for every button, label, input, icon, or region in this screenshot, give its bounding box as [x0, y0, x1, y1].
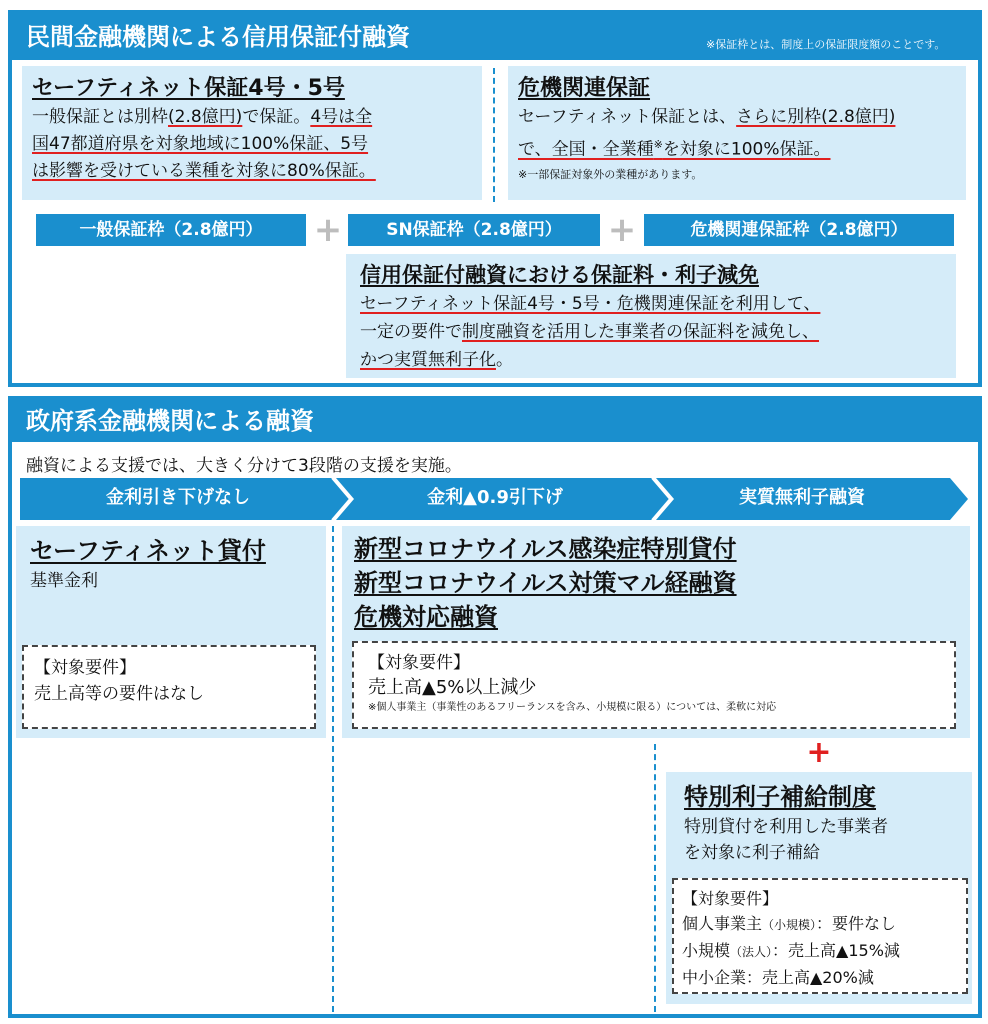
- sn-guarantee-pill: SN保証枠（2.8億円）: [348, 214, 600, 246]
- crisis-l2b: を対象に100%保証。: [662, 139, 831, 160]
- corona-loan-title-1: 新型コロナウイルス感染症特別貸付: [354, 535, 737, 563]
- sn-line-2: 国47都道府県を対象地域に100%保証、5号: [32, 134, 369, 154]
- general-guarantee-pill: 一般保証枠（2.8億円）: [36, 214, 306, 246]
- sn-line-1: [32, 104, 472, 131]
- subsidy-r1c: ：要件なし: [816, 914, 897, 933]
- corona-loan-title-2: 新型コロナウイルス対策マル経融資: [354, 569, 737, 597]
- sn-guarantee-box: [22, 66, 482, 200]
- private-finance-title: 民間金融機関による信用保証付融資: [26, 23, 410, 51]
- crisis-l1b: さらに別枠(2.8億円): [736, 107, 896, 127]
- subsidy-r2a: 小規模: [682, 941, 731, 960]
- red-plus-icon: +: [806, 735, 832, 770]
- stage-no-reduction: 金利引き下げなし: [106, 487, 250, 508]
- sn-l1d: 4号は全: [310, 107, 373, 127]
- crisis-guarantee-text: [518, 104, 956, 164]
- safety-net-loan-sub: 基準金利: [30, 571, 98, 591]
- interest-subsidy-line-2: を対象に利子補給: [684, 843, 820, 863]
- subsidy-r1a: 個人事業主: [682, 914, 763, 933]
- safety-net-requirements: [22, 645, 316, 729]
- crisis-guarantee-pill: 危機関連保証枠（2.8億円）: [644, 214, 954, 246]
- stage-interest-free: 実質無利子融資: [739, 487, 865, 508]
- fee-l2b: 制度融資を活用した事業者の保証料を減免し、: [462, 322, 819, 342]
- safety-net-loan-title: セーフティネット貸付: [30, 537, 266, 565]
- government-finance-title: 政府系金融機関による融資: [26, 407, 314, 435]
- support-intro: 融資による支援では、大きく分けて3段階の支援を実施。: [26, 456, 462, 476]
- sn-l1c: で保証。: [242, 107, 311, 127]
- safety-net-req-label: 【対象要件】: [34, 658, 136, 678]
- crisis-l2sup: ※: [653, 138, 663, 151]
- subsidy-req-label: 【対象要件】: [682, 889, 779, 908]
- government-finance-header: [12, 400, 978, 442]
- crisis-line-2: [518, 131, 956, 164]
- crisis-guarantee-box: [508, 66, 966, 200]
- fee-reduction-box: [346, 254, 956, 378]
- corona-req-text: 売上高▲5%以上減少: [368, 677, 537, 698]
- sn-l1b: (2.8億円): [168, 107, 243, 127]
- plus-icon-2: +: [607, 210, 637, 250]
- crisis-l2a: で、全国・全業種: [518, 139, 654, 160]
- sn-guarantee-title: セーフティネット保証4号・5号: [32, 76, 345, 101]
- subsidy-r1b: （小規模）: [762, 918, 817, 932]
- safety-net-req-text: 売上高等の要件はなし: [34, 684, 204, 704]
- fee-line-3: [360, 346, 942, 374]
- interest-subsidy-title: 特別利子補給制度: [684, 783, 876, 811]
- fee-l3b: 。: [496, 350, 513, 370]
- corona-requirements: [352, 641, 956, 729]
- top-divider: [493, 68, 495, 202]
- sn-l1a: 一般保証とは別枠: [32, 107, 168, 127]
- interest-subsidy-requirements: [672, 878, 968, 994]
- stage-rate-reduction: 金利▲0.9引下げ: [427, 487, 563, 508]
- crisis-response-loan-title: 危機対応融資: [354, 603, 498, 631]
- crisis-note: ※一部保証対象外の業種があります。: [518, 167, 703, 181]
- subsidy-req-row-1: [682, 911, 958, 938]
- subsidy-req-row-3: 中小企業：売上高▲20%減: [682, 968, 874, 987]
- corona-req-note: ※個人事業主（事業性のあるフリーランスを含み、小規模に限る）については、柔軟に対応: [368, 702, 777, 713]
- guarantee-limit-note: ※保証枠とは、制度上の保証限度額のことです。: [706, 38, 946, 51]
- crisis-guarantee-title: 危機関連保証: [518, 76, 651, 101]
- stage-divider-1: [332, 526, 334, 1012]
- subsidy-req-row-2: [682, 938, 958, 965]
- fee-reduction-title: 信用保証付融資における保証料・利子減免: [360, 263, 759, 287]
- subsidy-r2c: ：売上高▲15%減: [772, 941, 900, 960]
- stage-divider-2: [654, 744, 656, 1012]
- interest-subsidy-line-1: 特別貸付を利用した事業者: [684, 817, 888, 837]
- plus-icon-1: +: [313, 210, 343, 250]
- crisis-line-1: [518, 104, 956, 131]
- sn-guarantee-text: [32, 104, 472, 185]
- subsidy-r2b: （法人）: [730, 945, 773, 959]
- fee-line-1: セーフティネット保証4号・5号・危機関連保証を利用して、: [360, 294, 821, 314]
- crisis-l1a: セーフティネット保証とは、: [518, 107, 737, 127]
- fee-line-2: [360, 318, 942, 346]
- sn-line-3: は影響を受けている業種を対象に80%保証。: [32, 161, 376, 181]
- fee-reduction-text: [360, 290, 942, 374]
- fee-l2a: 一定の要件で: [360, 322, 462, 342]
- corona-req-label: 【対象要件】: [368, 653, 470, 673]
- fee-l3a: かつ実質無利子化: [360, 350, 496, 370]
